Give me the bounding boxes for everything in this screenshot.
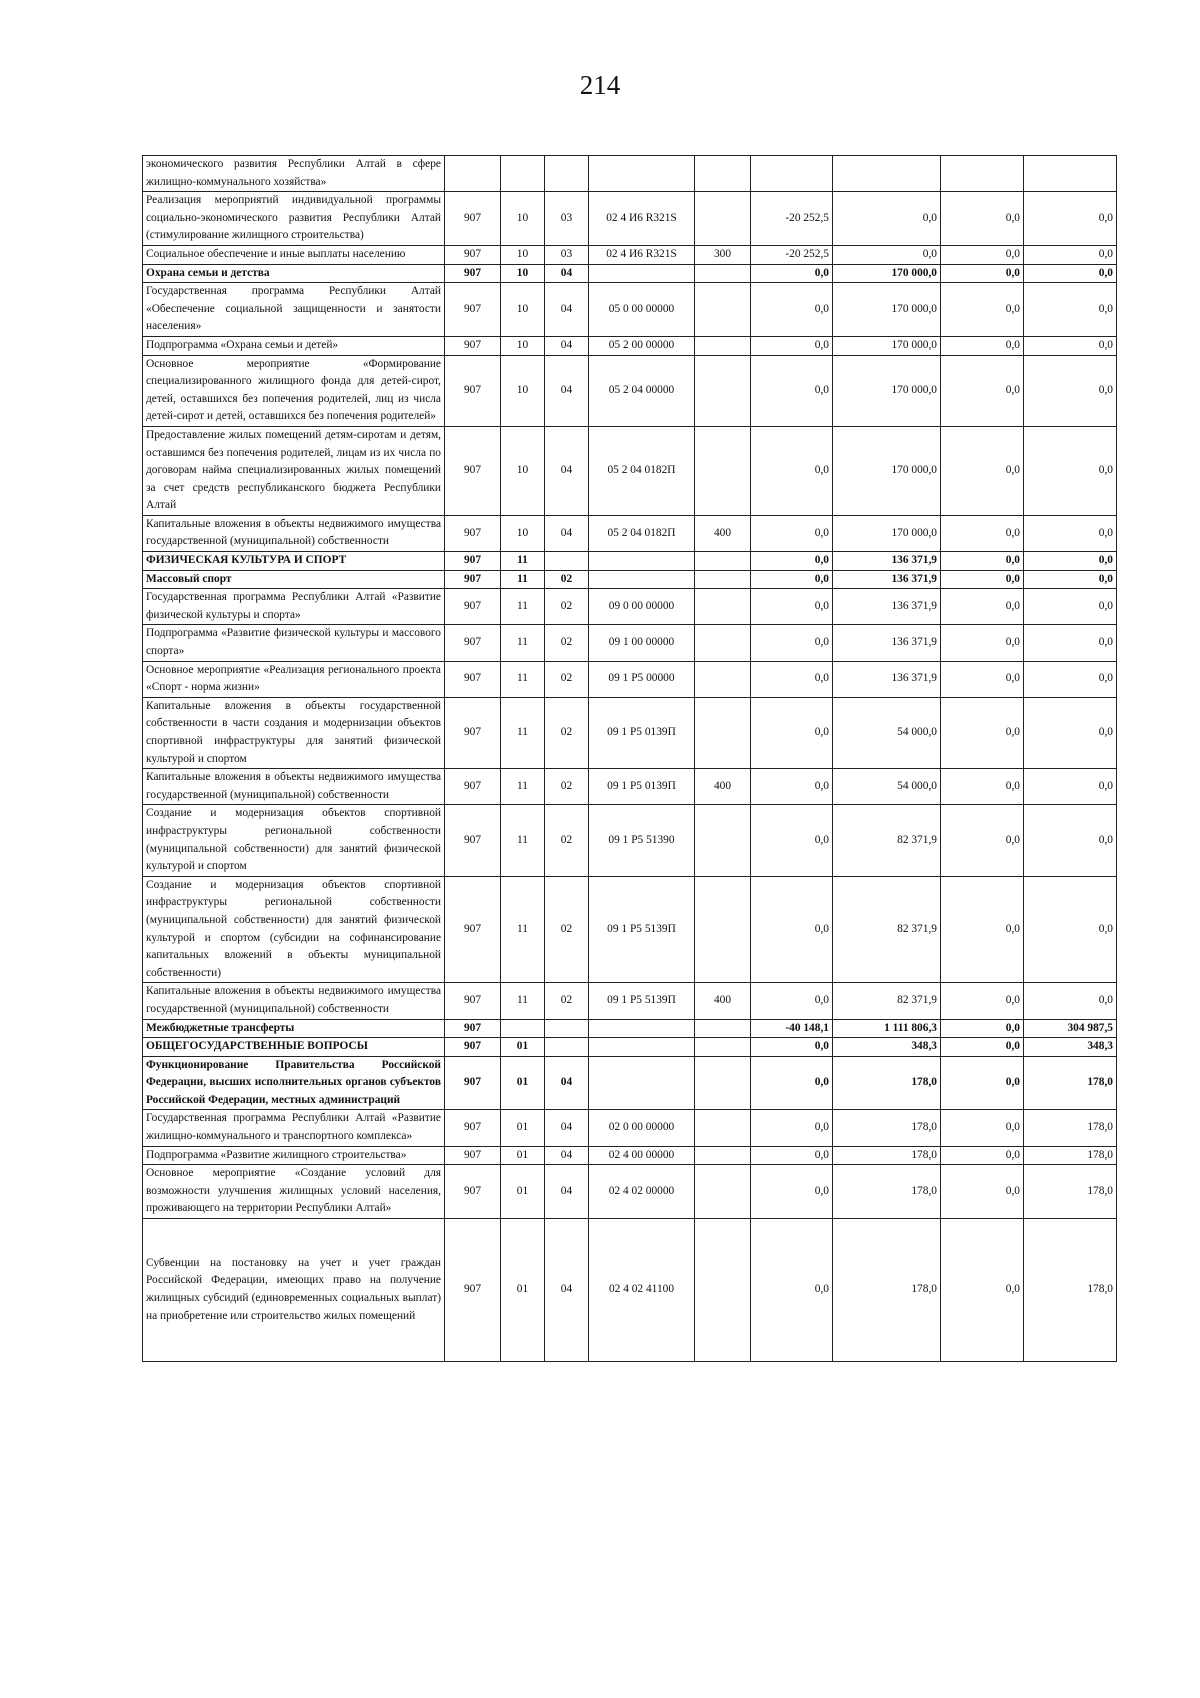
table-row bbox=[143, 769, 1117, 805]
cell-amount-4: 0,0 bbox=[1024, 876, 1117, 983]
table-row bbox=[143, 156, 1117, 192]
cell-subsection: 04 bbox=[545, 1146, 589, 1165]
cell-name: Капитальные вложения в объекты недвижимого имущества государственной (муниципальной) собственности bbox=[143, 983, 445, 1019]
cell-target-item bbox=[589, 156, 695, 192]
table-row bbox=[143, 1146, 1117, 1165]
cell-name: Подпрограмма «Развитие жилищного строительства» bbox=[143, 1146, 445, 1165]
cell-expense-type bbox=[695, 426, 751, 515]
cell-amount-4: 178,0 bbox=[1024, 1110, 1117, 1146]
cell-amount-1: 0,0 bbox=[751, 1219, 833, 1362]
budget-table bbox=[142, 155, 1117, 1362]
cell-amount-3: 0,0 bbox=[941, 1019, 1024, 1038]
cell-amount-1: 0,0 bbox=[751, 805, 833, 876]
cell-amount-3: 0,0 bbox=[941, 570, 1024, 589]
table-row bbox=[143, 283, 1117, 337]
cell-target-item: 09 1 00 00000 bbox=[589, 625, 695, 661]
cell-subsection: 04 bbox=[545, 515, 589, 551]
cell-subsection: 02 bbox=[545, 625, 589, 661]
table-row bbox=[143, 515, 1117, 551]
cell-expense-type bbox=[695, 336, 751, 355]
cell-amount-2: 136 371,9 bbox=[833, 552, 941, 571]
cell-expense-type: 400 bbox=[695, 769, 751, 805]
cell-name: Государственная программа Республики Алтай «Развитие жилищно-коммунального и транспортного комплекса» bbox=[143, 1110, 445, 1146]
cell-subsection: 02 bbox=[545, 661, 589, 697]
cell-amount-3: 0,0 bbox=[941, 769, 1024, 805]
cell-admin-code: 907 bbox=[445, 661, 501, 697]
table-row bbox=[143, 876, 1117, 983]
cell-amount-3: 0,0 bbox=[941, 661, 1024, 697]
cell-target-item bbox=[589, 1056, 695, 1110]
cell-amount-3: 0,0 bbox=[941, 1146, 1024, 1165]
cell-amount-1: 0,0 bbox=[751, 589, 833, 625]
cell-subsection: 04 bbox=[545, 264, 589, 283]
cell-section: 01 bbox=[501, 1165, 545, 1219]
cell-target-item: 09 1 P5 51390 bbox=[589, 805, 695, 876]
cell-admin-code: 907 bbox=[445, 355, 501, 426]
cell-section: 10 bbox=[501, 264, 545, 283]
cell-amount-3: 0,0 bbox=[941, 1165, 1024, 1219]
cell-admin-code: 907 bbox=[445, 769, 501, 805]
cell-amount-3: 0,0 bbox=[941, 283, 1024, 337]
cell-amount-4: 0,0 bbox=[1024, 426, 1117, 515]
cell-target-item bbox=[589, 264, 695, 283]
cell-admin-code: 907 bbox=[445, 283, 501, 337]
cell-amount-4: 0,0 bbox=[1024, 661, 1117, 697]
table-row bbox=[143, 589, 1117, 625]
cell-amount-2: 1 111 806,3 bbox=[833, 1019, 941, 1038]
cell-name: Реализация мероприятий индивидуальной программы социально-экономического развития Республики Алтай (стимулирование жилищного строительства) bbox=[143, 192, 445, 246]
cell-expense-type bbox=[695, 1146, 751, 1165]
cell-amount-4: 0,0 bbox=[1024, 552, 1117, 571]
cell-name: Социальное обеспечение и иные выплаты населению bbox=[143, 245, 445, 264]
cell-target-item: 02 0 00 00000 bbox=[589, 1110, 695, 1146]
cell-amount-1: 0,0 bbox=[751, 876, 833, 983]
cell-amount-2: 0,0 bbox=[833, 245, 941, 264]
table-row bbox=[143, 1219, 1117, 1362]
cell-amount-4: 178,0 bbox=[1024, 1056, 1117, 1110]
cell-admin-code: 907 bbox=[445, 697, 501, 768]
cell-target-item: 05 2 04 0182П bbox=[589, 426, 695, 515]
cell-subsection: 04 bbox=[545, 1219, 589, 1362]
cell-amount-2: 170 000,0 bbox=[833, 283, 941, 337]
cell-expense-type: 300 bbox=[695, 245, 751, 264]
cell-admin-code: 907 bbox=[445, 876, 501, 983]
cell-amount-2: 348,3 bbox=[833, 1038, 941, 1057]
cell-amount-3: 0,0 bbox=[941, 589, 1024, 625]
cell-expense-type: 400 bbox=[695, 515, 751, 551]
cell-admin-code: 907 bbox=[445, 515, 501, 551]
table-row bbox=[143, 245, 1117, 264]
cell-amount-4: 0,0 bbox=[1024, 983, 1117, 1019]
cell-amount-2: 136 371,9 bbox=[833, 661, 941, 697]
cell-name: Охрана семьи и детства bbox=[143, 264, 445, 283]
cell-admin-code: 907 bbox=[445, 805, 501, 876]
cell-subsection: 02 bbox=[545, 983, 589, 1019]
cell-target-item: 09 1 P5 5139П bbox=[589, 876, 695, 983]
cell-amount-1: 0,0 bbox=[751, 661, 833, 697]
cell-name: Создание и модернизация объектов спортивной инфраструктуры региональной собственности (муниципальной собственности) для занятий физической культурой и спортом bbox=[143, 805, 445, 876]
cell-expense-type bbox=[695, 1219, 751, 1362]
cell-amount-1: 0,0 bbox=[751, 983, 833, 1019]
cell-name: Капитальные вложения в объекты недвижимого имущества государственной (муниципальной) собственности bbox=[143, 515, 445, 551]
cell-amount-2: 178,0 bbox=[833, 1165, 941, 1219]
cell-amount-4: 178,0 bbox=[1024, 1165, 1117, 1219]
cell-amount-4: 0,0 bbox=[1024, 283, 1117, 337]
cell-amount-2: 82 371,9 bbox=[833, 983, 941, 1019]
cell-section: 10 bbox=[501, 245, 545, 264]
cell-section: 11 bbox=[501, 625, 545, 661]
cell-amount-2: 170 000,0 bbox=[833, 515, 941, 551]
cell-target-item: 02 4 И6 R321S bbox=[589, 245, 695, 264]
cell-amount-3: 0,0 bbox=[941, 625, 1024, 661]
table-row bbox=[143, 1019, 1117, 1038]
cell-expense-type bbox=[695, 1038, 751, 1057]
cell-amount-2: 82 371,9 bbox=[833, 805, 941, 876]
cell-subsection: 04 bbox=[545, 1110, 589, 1146]
cell-amount-4: 0,0 bbox=[1024, 589, 1117, 625]
cell-amount-4: 178,0 bbox=[1024, 1219, 1117, 1362]
cell-section: 11 bbox=[501, 697, 545, 768]
cell-amount-3: 0,0 bbox=[941, 1038, 1024, 1057]
cell-amount-2: 136 371,9 bbox=[833, 570, 941, 589]
cell-amount-1: 0,0 bbox=[751, 552, 833, 571]
cell-amount-2: 178,0 bbox=[833, 1219, 941, 1362]
cell-admin-code: 907 bbox=[445, 1110, 501, 1146]
cell-expense-type bbox=[695, 1110, 751, 1146]
cell-expense-type bbox=[695, 661, 751, 697]
cell-name: Основное мероприятие «Реализация регионального проекта «Спорт - норма жизни» bbox=[143, 661, 445, 697]
cell-amount-1: -20 252,5 bbox=[751, 245, 833, 264]
cell-amount-2: 136 371,9 bbox=[833, 625, 941, 661]
table-row bbox=[143, 661, 1117, 697]
cell-amount-1: 0,0 bbox=[751, 355, 833, 426]
cell-expense-type bbox=[695, 570, 751, 589]
cell-subsection: 04 bbox=[545, 1165, 589, 1219]
cell-admin-code: 907 bbox=[445, 1219, 501, 1362]
table-row bbox=[143, 336, 1117, 355]
cell-amount-1: -40 148,1 bbox=[751, 1019, 833, 1038]
cell-target-item: 09 1 P5 5139П bbox=[589, 983, 695, 1019]
table-row bbox=[143, 1110, 1117, 1146]
cell-name: Предоставление жилых помещений детям-сиротам и детям, оставшимся без попечения родителей, лицам из их числа по договорам найма специализированных жилых помещений за счет средств республиканского бюджета Республики Алтай bbox=[143, 426, 445, 515]
cell-target-item: 05 0 00 00000 bbox=[589, 283, 695, 337]
cell-target-item: 05 2 00 00000 bbox=[589, 336, 695, 355]
cell-expense-type bbox=[695, 355, 751, 426]
cell-target-item: 02 4 И6 R321S bbox=[589, 192, 695, 246]
cell-amount-1: 0,0 bbox=[751, 1165, 833, 1219]
cell-target-item bbox=[589, 552, 695, 571]
cell-admin-code: 907 bbox=[445, 589, 501, 625]
table-row bbox=[143, 1056, 1117, 1110]
cell-subsection: 02 bbox=[545, 697, 589, 768]
cell-amount-3: 0,0 bbox=[941, 192, 1024, 246]
cell-expense-type: 400 bbox=[695, 983, 751, 1019]
cell-amount-1: 0,0 bbox=[751, 336, 833, 355]
cell-admin-code: 907 bbox=[445, 1165, 501, 1219]
cell-target-item: 05 2 04 00000 bbox=[589, 355, 695, 426]
cell-name: ФИЗИЧЕСКАЯ КУЛЬТУРА И СПОРТ bbox=[143, 552, 445, 571]
cell-admin-code: 907 bbox=[445, 570, 501, 589]
cell-amount-2: 170 000,0 bbox=[833, 355, 941, 426]
table-row bbox=[143, 552, 1117, 571]
cell-amount-4 bbox=[1024, 156, 1117, 192]
cell-amount-3 bbox=[941, 156, 1024, 192]
cell-amount-4: 0,0 bbox=[1024, 336, 1117, 355]
cell-section: 11 bbox=[501, 552, 545, 571]
cell-name: Подпрограмма «Развитие физической культуры и массового спорта» bbox=[143, 625, 445, 661]
cell-amount-1: 0,0 bbox=[751, 283, 833, 337]
cell-subsection: 04 bbox=[545, 426, 589, 515]
cell-subsection: 02 bbox=[545, 769, 589, 805]
cell-admin-code: 907 bbox=[445, 336, 501, 355]
cell-admin-code: 907 bbox=[445, 245, 501, 264]
cell-expense-type bbox=[695, 264, 751, 283]
cell-expense-type bbox=[695, 625, 751, 661]
cell-name: Функционирование Правительства Российской Федерации, высших исполнительных органов субъектов Российской Федерации, местных администраций bbox=[143, 1056, 445, 1110]
cell-section: 11 bbox=[501, 589, 545, 625]
cell-target-item: 09 0 00 00000 bbox=[589, 589, 695, 625]
cell-amount-2 bbox=[833, 156, 941, 192]
cell-amount-4: 0,0 bbox=[1024, 264, 1117, 283]
cell-target-item: 09 1 P5 0139П bbox=[589, 697, 695, 768]
cell-name: ОБЩЕГОСУДАРСТВЕННЫЕ ВОПРОСЫ bbox=[143, 1038, 445, 1057]
cell-target-item bbox=[589, 1038, 695, 1057]
cell-amount-2: 170 000,0 bbox=[833, 336, 941, 355]
cell-name: Подпрограмма «Охрана семьи и детей» bbox=[143, 336, 445, 355]
cell-amount-3: 0,0 bbox=[941, 983, 1024, 1019]
cell-subsection: 04 bbox=[545, 355, 589, 426]
cell-subsection: 02 bbox=[545, 876, 589, 983]
table-row bbox=[143, 570, 1117, 589]
table-row bbox=[143, 355, 1117, 426]
cell-amount-1: 0,0 bbox=[751, 1146, 833, 1165]
cell-amount-1: 0,0 bbox=[751, 264, 833, 283]
cell-admin-code: 907 bbox=[445, 983, 501, 1019]
cell-amount-2: 136 371,9 bbox=[833, 589, 941, 625]
cell-subsection: 03 bbox=[545, 245, 589, 264]
cell-subsection: 02 bbox=[545, 589, 589, 625]
cell-name: экономического развития Республики Алтай в сфере жилищно-коммунального хозяйства» bbox=[143, 156, 445, 192]
cell-amount-3: 0,0 bbox=[941, 552, 1024, 571]
cell-admin-code: 907 bbox=[445, 264, 501, 283]
cell-section: 11 bbox=[501, 983, 545, 1019]
cell-subsection: 04 bbox=[545, 283, 589, 337]
cell-amount-2: 170 000,0 bbox=[833, 426, 941, 515]
cell-section: 11 bbox=[501, 769, 545, 805]
cell-amount-2: 82 371,9 bbox=[833, 876, 941, 983]
cell-subsection bbox=[545, 1019, 589, 1038]
table-row bbox=[143, 1038, 1117, 1057]
cell-name: Государственная программа Республики Алтай «Обеспечение социальной защищенности и занятости населения» bbox=[143, 283, 445, 337]
cell-amount-3: 0,0 bbox=[941, 515, 1024, 551]
cell-amount-3: 0,0 bbox=[941, 1219, 1024, 1362]
cell-target-item: 02 4 02 00000 bbox=[589, 1165, 695, 1219]
cell-amount-1 bbox=[751, 156, 833, 192]
cell-target-item bbox=[589, 570, 695, 589]
table-row bbox=[143, 983, 1117, 1019]
cell-amount-1: 0,0 bbox=[751, 570, 833, 589]
cell-subsection bbox=[545, 552, 589, 571]
cell-target-item bbox=[589, 1019, 695, 1038]
cell-amount-4: 348,3 bbox=[1024, 1038, 1117, 1057]
cell-amount-4: 0,0 bbox=[1024, 769, 1117, 805]
cell-expense-type bbox=[695, 1056, 751, 1110]
cell-amount-4: 0,0 bbox=[1024, 625, 1117, 661]
cell-name: Основное мероприятие «Формирование специализированного жилищного фонда для детей-сирот, детей, оставшихся без попечения родителей, лиц из числа детей-сирот и детей, оставшихся без попечения родителей» bbox=[143, 355, 445, 426]
cell-subsection: 04 bbox=[545, 336, 589, 355]
cell-amount-4: 0,0 bbox=[1024, 515, 1117, 551]
cell-amount-3: 0,0 bbox=[941, 805, 1024, 876]
cell-amount-2: 54 000,0 bbox=[833, 769, 941, 805]
cell-target-item: 09 1 P5 0139П bbox=[589, 769, 695, 805]
table-row bbox=[143, 192, 1117, 246]
cell-amount-3: 0,0 bbox=[941, 697, 1024, 768]
cell-name: Создание и модернизация объектов спортивной инфраструктуры региональной собственности (муниципальной собственности) для занятий физической культурой и спортом (субсидии на софинансирование капитальных вложений в объекты муниципальной собственности) bbox=[143, 876, 445, 983]
cell-name: Государственная программа Республики Алтай «Развитие физической культуры и спорта» bbox=[143, 589, 445, 625]
table-row bbox=[143, 1165, 1117, 1219]
table-row bbox=[143, 697, 1117, 768]
cell-amount-1: 0,0 bbox=[751, 515, 833, 551]
cell-section: 11 bbox=[501, 661, 545, 697]
cell-amount-1: 0,0 bbox=[751, 426, 833, 515]
cell-admin-code: 907 bbox=[445, 1038, 501, 1057]
cell-target-item: 02 4 00 00000 bbox=[589, 1146, 695, 1165]
cell-section bbox=[501, 1019, 545, 1038]
cell-amount-4: 0,0 bbox=[1024, 355, 1117, 426]
cell-expense-type bbox=[695, 1019, 751, 1038]
cell-admin-code: 907 bbox=[445, 1019, 501, 1038]
cell-section: 01 bbox=[501, 1038, 545, 1057]
cell-expense-type bbox=[695, 697, 751, 768]
cell-name: Капитальные вложения в объекты недвижимого имущества государственной (муниципальной) собственности bbox=[143, 769, 445, 805]
cell-name: Массовый спорт bbox=[143, 570, 445, 589]
cell-expense-type bbox=[695, 552, 751, 571]
cell-amount-2: 0,0 bbox=[833, 192, 941, 246]
cell-section: 01 bbox=[501, 1110, 545, 1146]
cell-amount-1: -20 252,5 bbox=[751, 192, 833, 246]
cell-amount-1: 0,0 bbox=[751, 1038, 833, 1057]
cell-amount-3: 0,0 bbox=[941, 245, 1024, 264]
cell-target-item: 02 4 02 41100 bbox=[589, 1219, 695, 1362]
cell-name: Субвенции на постановку на учет и учет граждан Российской Федерации, имеющих право на получение жилищных субсидий (единовременных социальных выплат) на приобретение или строительство жилых помещений bbox=[143, 1219, 445, 1362]
cell-target-item: 05 2 04 0182П bbox=[589, 515, 695, 551]
cell-amount-4: 0,0 bbox=[1024, 570, 1117, 589]
cell-amount-3: 0,0 bbox=[941, 876, 1024, 983]
cell-subsection: 02 bbox=[545, 570, 589, 589]
cell-amount-1: 0,0 bbox=[751, 625, 833, 661]
cell-section: 01 bbox=[501, 1219, 545, 1362]
cell-amount-3: 0,0 bbox=[941, 264, 1024, 283]
cell-section: 11 bbox=[501, 876, 545, 983]
page-number: 214 bbox=[579, 70, 621, 100]
cell-expense-type bbox=[695, 1165, 751, 1219]
cell-amount-4: 304 987,5 bbox=[1024, 1019, 1117, 1038]
cell-admin-code bbox=[445, 156, 501, 192]
cell-section: 10 bbox=[501, 515, 545, 551]
cell-name: Основное мероприятие «Создание условий для возможности улучшения жилищных условий населения, проживающего на территории Республики Алтай» bbox=[143, 1165, 445, 1219]
cell-subsection bbox=[545, 1038, 589, 1057]
table-body bbox=[143, 156, 1117, 1362]
cell-section bbox=[501, 156, 545, 192]
cell-subsection: 03 bbox=[545, 192, 589, 246]
cell-expense-type bbox=[695, 805, 751, 876]
cell-section: 01 bbox=[501, 1056, 545, 1110]
cell-admin-code: 907 bbox=[445, 426, 501, 515]
cell-amount-4: 178,0 bbox=[1024, 1146, 1117, 1165]
cell-name: Капитальные вложения в объекты государственной собственности в части создания и модернизации объектов спортивной инфраструктуры для занятий физической культурой и спортом bbox=[143, 697, 445, 768]
cell-expense-type bbox=[695, 589, 751, 625]
cell-expense-type bbox=[695, 156, 751, 192]
cell-section: 10 bbox=[501, 336, 545, 355]
cell-amount-3: 0,0 bbox=[941, 355, 1024, 426]
cell-target-item: 09 1 P5 00000 bbox=[589, 661, 695, 697]
cell-admin-code: 907 bbox=[445, 1146, 501, 1165]
cell-amount-1: 0,0 bbox=[751, 769, 833, 805]
cell-expense-type bbox=[695, 192, 751, 246]
table-row bbox=[143, 264, 1117, 283]
cell-admin-code: 907 bbox=[445, 625, 501, 661]
cell-section: 10 bbox=[501, 192, 545, 246]
cell-section: 10 bbox=[501, 355, 545, 426]
cell-admin-code: 907 bbox=[445, 1056, 501, 1110]
cell-admin-code: 907 bbox=[445, 192, 501, 246]
table-row bbox=[143, 805, 1117, 876]
cell-amount-2: 54 000,0 bbox=[833, 697, 941, 768]
cell-subsection: 04 bbox=[545, 1056, 589, 1110]
cell-section: 01 bbox=[501, 1146, 545, 1165]
cell-subsection: 02 bbox=[545, 805, 589, 876]
cell-name: Межбюджетные трансферты bbox=[143, 1019, 445, 1038]
cell-amount-1: 0,0 bbox=[751, 1056, 833, 1110]
cell-amount-4: 0,0 bbox=[1024, 192, 1117, 246]
cell-expense-type bbox=[695, 876, 751, 983]
cell-amount-4: 0,0 bbox=[1024, 805, 1117, 876]
cell-amount-3: 0,0 bbox=[941, 1056, 1024, 1110]
cell-section: 10 bbox=[501, 426, 545, 515]
cell-section: 11 bbox=[501, 570, 545, 589]
cell-amount-2: 178,0 bbox=[833, 1056, 941, 1110]
cell-expense-type bbox=[695, 283, 751, 337]
cell-amount-4: 0,0 bbox=[1024, 697, 1117, 768]
cell-section: 11 bbox=[501, 805, 545, 876]
cell-admin-code: 907 bbox=[445, 552, 501, 571]
cell-amount-2: 170 000,0 bbox=[833, 264, 941, 283]
table-row bbox=[143, 426, 1117, 515]
cell-amount-1: 0,0 bbox=[751, 697, 833, 768]
cell-amount-3: 0,0 bbox=[941, 1110, 1024, 1146]
cell-amount-1: 0,0 bbox=[751, 1110, 833, 1146]
cell-section: 10 bbox=[501, 283, 545, 337]
cell-amount-4: 0,0 bbox=[1024, 245, 1117, 264]
cell-amount-3: 0,0 bbox=[941, 426, 1024, 515]
cell-amount-2: 178,0 bbox=[833, 1146, 941, 1165]
cell-amount-2: 178,0 bbox=[833, 1110, 941, 1146]
table-row bbox=[143, 625, 1117, 661]
cell-amount-3: 0,0 bbox=[941, 336, 1024, 355]
cell-subsection bbox=[545, 156, 589, 192]
